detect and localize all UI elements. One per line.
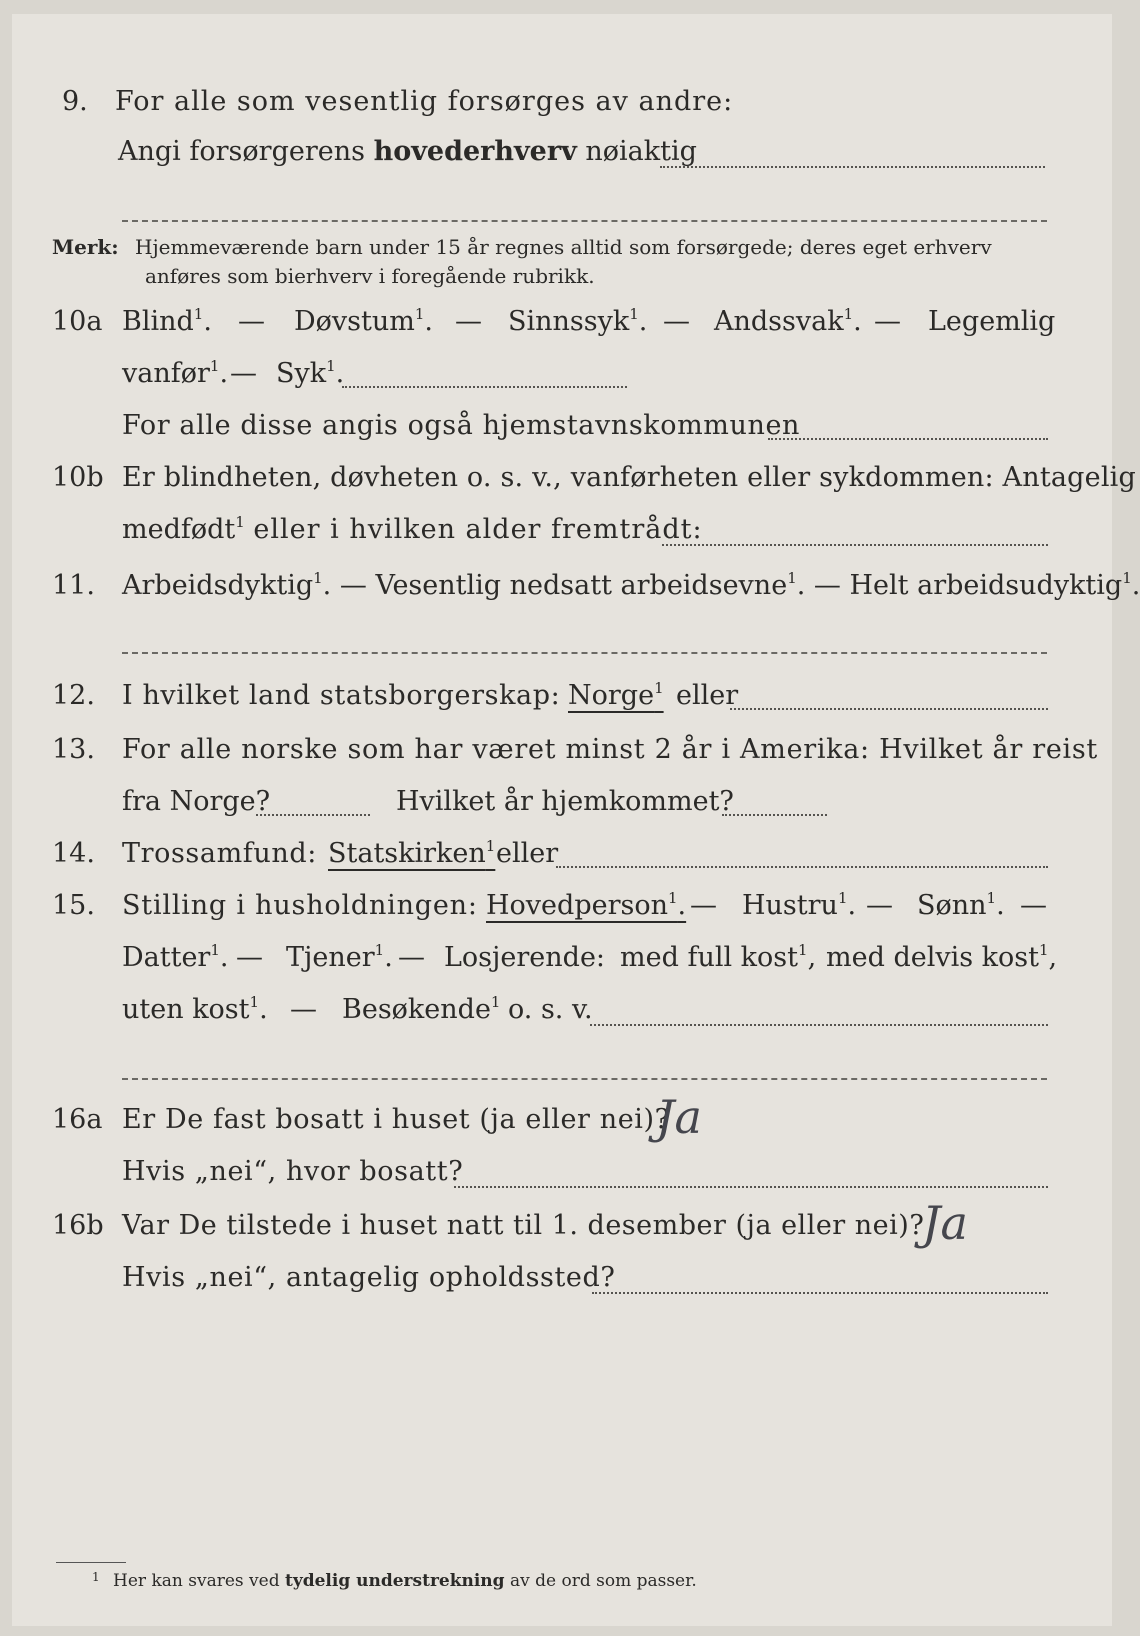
q10a-legemlig-option[interactable]: Legemlig (928, 306, 1056, 337)
q10a-number: 10a (52, 306, 103, 337)
q15-full-kost-option[interactable]: med full kost$^1$, (620, 941, 817, 973)
merk-text-1: Hjemmeværende barn under 15 år regnes alltid som forsørgede; deres eget erhverv (135, 235, 992, 259)
q10a-syk-answer-line[interactable] (342, 386, 627, 388)
footnote-text-a: Her kan svares ved (113, 1571, 280, 1591)
q16a-number: 16a (52, 1104, 103, 1135)
q16a-answer-line[interactable] (454, 1186, 1048, 1188)
q15-answer-line-2[interactable] (122, 1078, 1047, 1080)
footnote (92, 1570, 697, 1591)
q11-answer-line[interactable] (122, 652, 1047, 654)
q15-number: 15. (52, 890, 95, 921)
q15-text: Stilling i husholdningen: (122, 890, 478, 921)
q9-answer-line-2[interactable] (122, 220, 1047, 222)
q10a-blind-option[interactable]: Blind$^1$. (122, 305, 212, 337)
q15-tjener-option[interactable]: Tjener$^1$. (286, 941, 393, 973)
q11-udyktig-option[interactable]: Helt arbeidsudyktig$^1$. (849, 569, 1140, 601)
q10b-text: Er blindheten, døvheten o. s. v., vanførheten eller sykdommen: Antagelig (122, 462, 1136, 493)
q16b-hvis-text: Hvis „nei“, antagelig opholdssted? (122, 1262, 616, 1293)
q10a-dash: — (663, 306, 690, 337)
q15-hustru-option[interactable]: Hustru$^1$. (742, 889, 857, 921)
q12-answer-line[interactable] (730, 708, 1048, 710)
q15-datter-option[interactable]: Datter$^1$. (122, 941, 229, 973)
q14-text: Trossamfund: (122, 838, 317, 869)
q10b-medfodt-option[interactable]: medfødt$^1$ (122, 513, 245, 545)
q9-angi: Angi forsørgerens (118, 136, 365, 167)
footnote-rule (56, 1562, 126, 1563)
merk-line1 (52, 235, 992, 259)
q15-answer-line[interactable] (590, 1024, 1048, 1026)
q13-number: 13. (52, 734, 95, 765)
q13-hjemkommet-answer-line[interactable] (722, 814, 827, 816)
merk-text-2: anføres som bierhverv i foregående rubrikk. (145, 264, 595, 288)
q10a-andssvak-option[interactable]: Andssvak$^1$. (714, 305, 862, 337)
q16b-number: 16b (52, 1210, 104, 1241)
q15-hovedperson-option[interactable]: Hovedperson$^1$. (486, 889, 687, 921)
q12-norge-option[interactable]: Norge$^1$ (568, 679, 664, 711)
q10a-dash: — (455, 306, 482, 337)
q9-text: For alle som vesentlig forsørges av andre: (115, 86, 734, 117)
q10a-dovstum-option[interactable]: Døvstum$^1$. (294, 305, 433, 337)
q10b-alder-text: eller i hvilken alder fremtrådt: (253, 514, 703, 545)
q15-sonn-option[interactable]: Sønn$^1$. (917, 889, 1005, 921)
q16a-text: Er De fast bosatt i huset (ja eller nei)? (122, 1104, 670, 1135)
q15-besokende-option[interactable]: Besøkende$^1$ (342, 993, 501, 1025)
footnote-text-c: av de ord som passer. (509, 1571, 697, 1591)
q10b-answer-line[interactable] (662, 544, 1048, 546)
q16b-text: Var De tilstede i huset natt til 1. desember (ja eller nei)? (122, 1210, 925, 1241)
q10a-vanfor-option[interactable]: vanfør$^1$. (122, 357, 229, 389)
q10a-hjemstavn-answer-line[interactable] (768, 438, 1048, 440)
footnote-text-b: tydelig understrekning (284, 1571, 505, 1591)
q15-delvis-kost-option[interactable]: med delvis kost$^1$, (826, 941, 1058, 973)
q9-number: 9. (62, 86, 88, 117)
q12-text: I hvilket land statsborgerskap: (122, 680, 561, 711)
q14-statskirken-option[interactable]: Statskirken$^1$ (328, 837, 496, 869)
q10b-number: 10b (52, 462, 104, 493)
q16b-answer-line[interactable] (592, 1292, 1048, 1294)
q14-answer-line[interactable] (556, 866, 1048, 868)
q15-uten-kost-option[interactable]: uten kost$^1$. (122, 993, 268, 1025)
q9-answer-line[interactable] (660, 166, 1045, 168)
q10a-dash: — (230, 358, 257, 389)
q10a-sinnssyk-option[interactable]: Sinnssyk$^1$. (508, 305, 648, 337)
q16a-handwritten-answer[interactable]: Ja (656, 1090, 702, 1144)
q10a-syk-option[interactable]: Syk$^1$. (276, 357, 345, 389)
q10a-hjemstavn-text: For alle disse angis også hjemstavnskommunen (122, 410, 801, 441)
q13-hjemkommet-text: Hvilket år hjemkommet? (396, 786, 734, 817)
q9-hovederhverv: hovederhverv (373, 136, 577, 167)
q9-noiaktig: nøiaktig (585, 136, 697, 167)
q13-text: For alle norske som har været minst 2 år i Amerika: Hvilket år reist (122, 734, 1098, 765)
q14-eller: eller (496, 838, 559, 869)
q11-arbeidsdyktig-option[interactable]: Arbeidsdyktig$^1$. (122, 569, 332, 601)
q12-eller: eller (676, 680, 739, 711)
q14-number: 14. (52, 838, 95, 869)
q16a-hvis-text: Hvis „nei“, hvor bosatt? (122, 1156, 464, 1187)
q16b-handwritten-answer[interactable]: Ja (922, 1196, 968, 1250)
q11-nedsatt-option[interactable]: Vesentlig nedsatt arbeidsevne$^1$. (375, 569, 806, 601)
merk-label: Merk: (52, 235, 119, 259)
q15-losjerende: Losjerende: (444, 942, 606, 973)
q10a-dash: — (238, 306, 265, 337)
q13-reist-text: fra Norge? (122, 786, 271, 817)
footnote-mark: 1 (92, 1570, 100, 1584)
q12-number: 12. (52, 680, 95, 711)
q15-osv: o. s. v. (508, 994, 593, 1025)
q13-reist-answer-line[interactable] (256, 814, 370, 816)
q10a-dash: — (874, 306, 901, 337)
q11-number: 11. (52, 570, 95, 601)
